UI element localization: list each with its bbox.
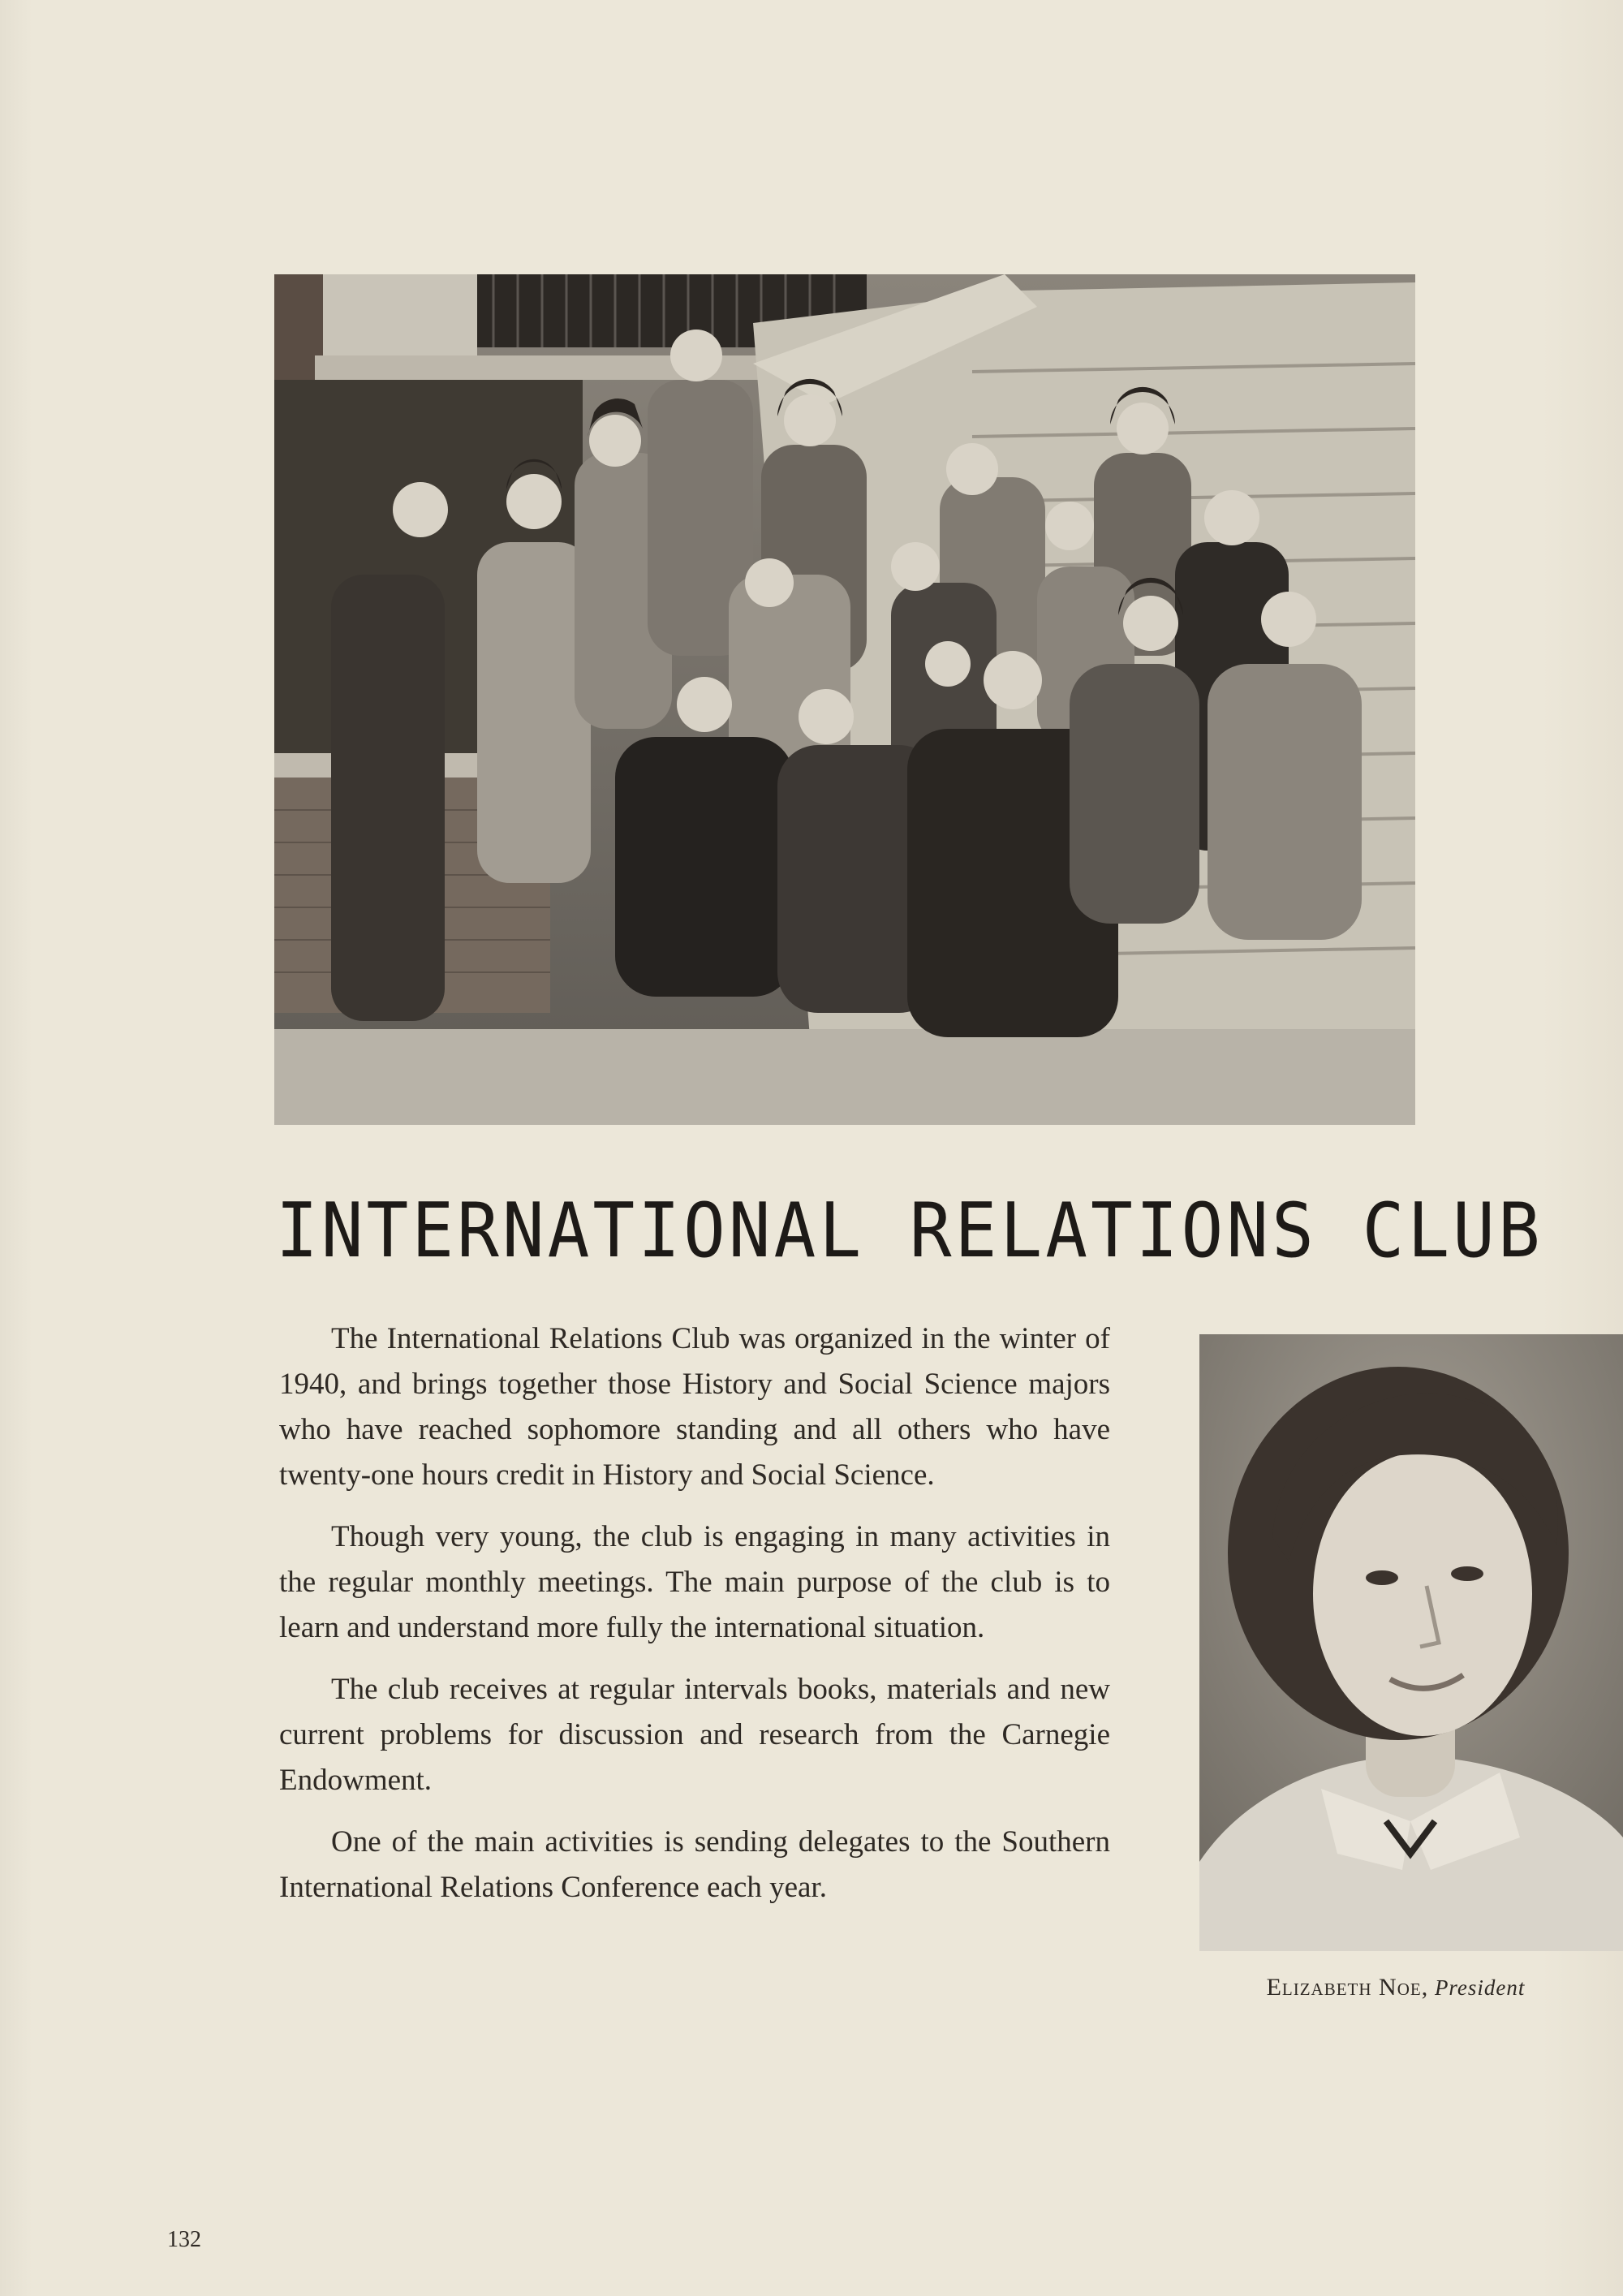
president-role: President: [1434, 1975, 1526, 2000]
portrait-caption: [1201, 1974, 1591, 2001]
paragraph: One of the main activities is sending delegates to the Southern International Relations Conference each year.: [279, 1825, 1110, 1904]
paragraph: The club receives at regular intervals books, materials and new current problems for discussion and research from the Carnegie Endowment.: [279, 1673, 1110, 1797]
group-photo-icon: [274, 274, 1415, 1125]
group-photo: [274, 274, 1415, 1125]
portrait-photo-icon: [1199, 1334, 1623, 1951]
page-number: 132: [167, 2227, 201, 2252]
president-name: Elizabeth Noe,: [1266, 1974, 1429, 2001]
paragraph: The International Relations Club was organized in the winter of 1940, and brings together those History and Social Science majors who have reached sophomore standing and all others who have twenty-one hours credit in History and Social Science.: [279, 1322, 1110, 1492]
president-portrait: [1199, 1334, 1623, 1951]
paragraph: Though very young, the club is engaging in many activities in the regular monthly meetings. The main purpose of the club is to learn and understand more fully the international situation.: [279, 1520, 1110, 1644]
page-title: INTERNATIONAL RELATIONS CLUB: [276, 1187, 1543, 1275]
body-text: [279, 1316, 1110, 1927]
